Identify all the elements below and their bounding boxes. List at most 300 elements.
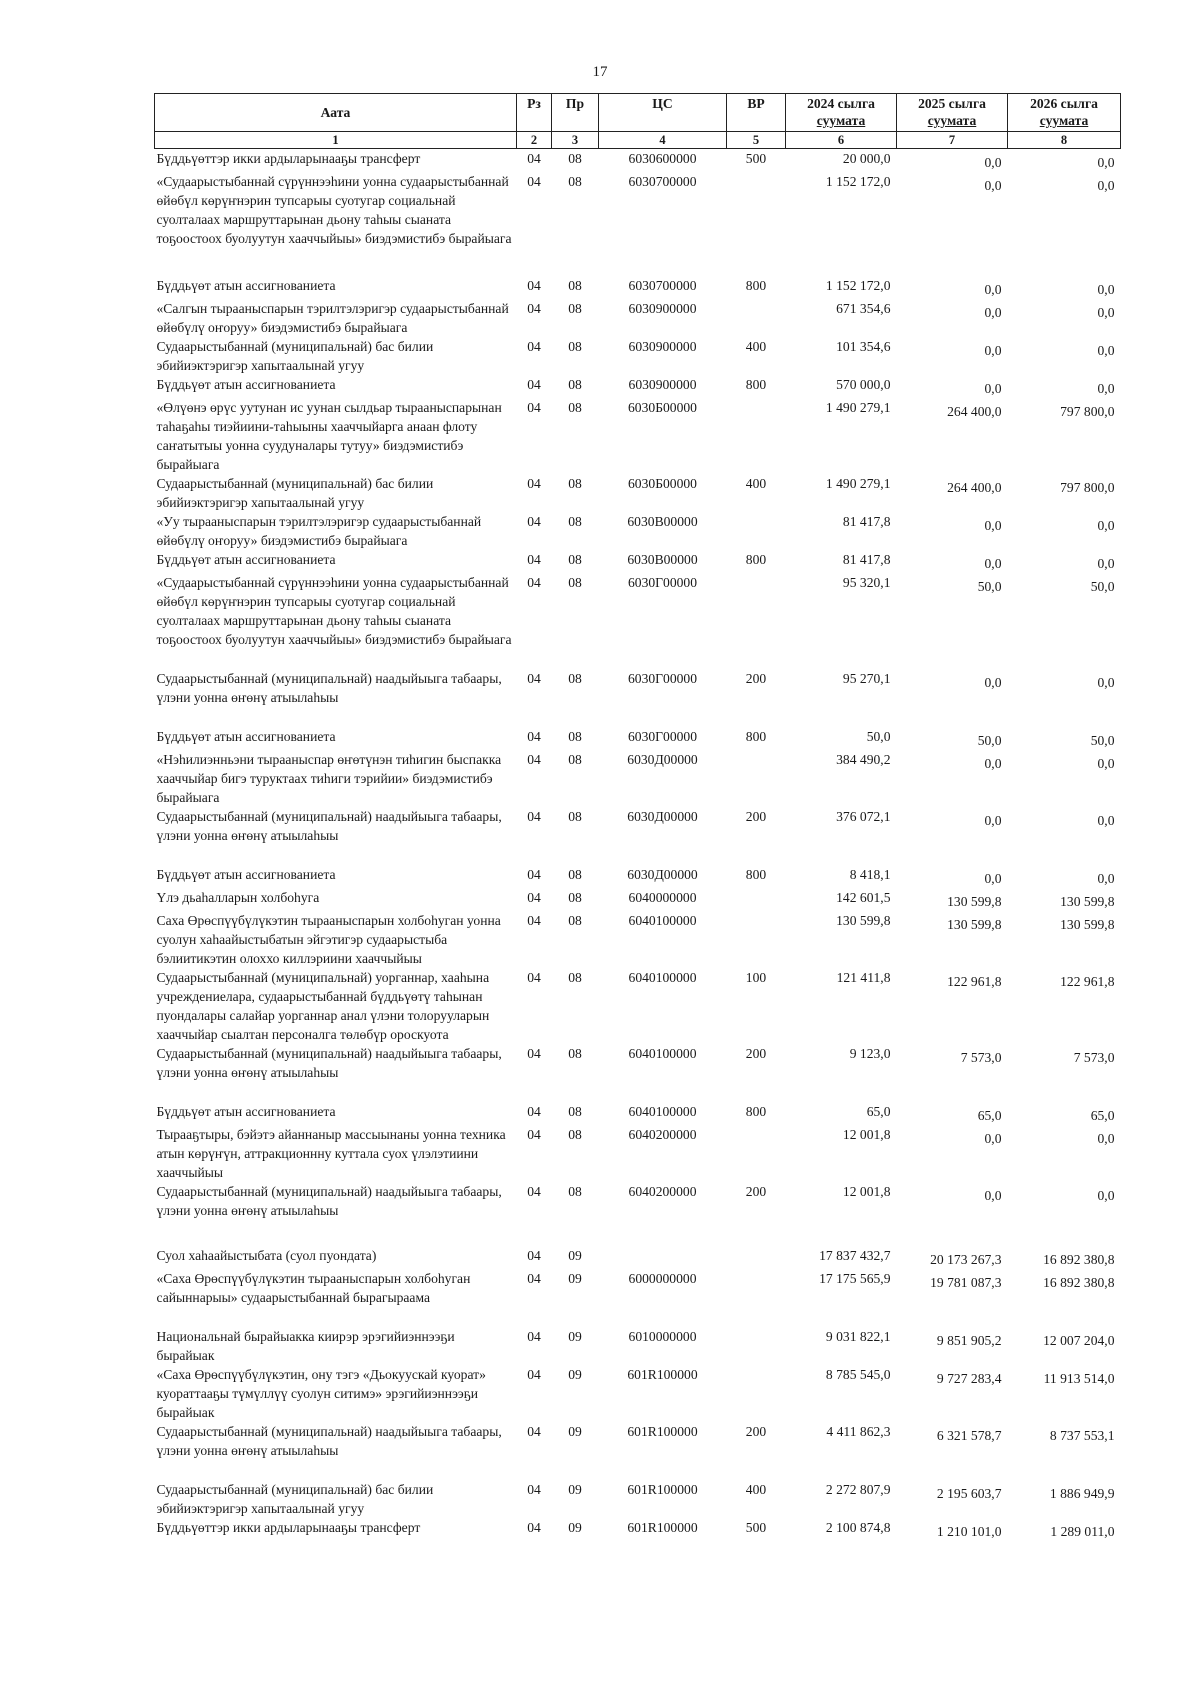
header-2025-year: 2025 сылга <box>918 96 986 111</box>
row-vr: 200 <box>745 809 767 824</box>
table-row <box>155 1246 1121 1269</box>
table-row <box>155 968 1121 1044</box>
row-rz: 04 <box>527 729 541 744</box>
row-cs: 6040200000 <box>628 1127 697 1142</box>
header-2025 <box>897 94 1008 132</box>
row-value-2025: 0,0 <box>984 556 1002 571</box>
row-rz: 04 <box>527 174 541 189</box>
row-name: Судаарыстыбаннай (муниципальнай) наадыйыыга табаары, үлэни уонна өҥөнү атыылаһыы <box>156 809 502 843</box>
row-name: Судаарыстыбаннай (муниципальнай) наадыйыыга табаары, үлэни уонна өҥөнү атыылаһыы <box>156 671 502 705</box>
row-rz: 04 <box>527 301 541 316</box>
row-vr: 800 <box>745 552 767 567</box>
row-rz: 04 <box>527 1482 541 1497</box>
row-pr: 08 <box>568 890 582 905</box>
row-pr: 08 <box>568 377 582 392</box>
row-value-2026: 0,0 <box>1097 871 1115 886</box>
row-vr <box>727 911 786 968</box>
header-pr: Пр <box>552 94 599 132</box>
row-value-2025: 130 599,8 <box>947 894 1002 909</box>
header-2024 <box>786 94 897 132</box>
row-rz: 04 <box>527 339 541 354</box>
row-rz: 04 <box>527 1367 541 1382</box>
row-value-2025: 0,0 <box>984 813 1002 828</box>
row-rz: 04 <box>527 1329 541 1344</box>
row-cs: 6030900000 <box>628 339 697 354</box>
row-spacer-cell <box>155 248 1121 276</box>
row-rz: 04 <box>527 377 541 392</box>
row-cs: 6030В00000 <box>627 514 698 529</box>
row-value-2025: 0,0 <box>984 381 1002 396</box>
row-pr: 08 <box>568 1127 582 1142</box>
row-vr: 800 <box>745 867 767 882</box>
row-value-2024: 1 490 279,1 <box>825 400 891 415</box>
table-row <box>155 1327 1121 1365</box>
row-rz: 04 <box>527 913 541 928</box>
row-spacer <box>155 707 1121 727</box>
row-pr: 08 <box>568 729 582 744</box>
row-value-2026: 130 599,8 <box>1060 894 1115 909</box>
row-rz: 04 <box>527 151 541 166</box>
row-value-2026: 0,0 <box>1097 756 1115 771</box>
row-spacer <box>155 1460 1121 1480</box>
row-value-2024: 95 270,1 <box>842 671 891 686</box>
table-row <box>155 727 1121 750</box>
row-pr: 08 <box>568 400 582 415</box>
row-value-2026: 0,0 <box>1097 1131 1115 1146</box>
row-vr <box>727 888 786 911</box>
row-cs: 6030Д00000 <box>627 752 698 767</box>
row-value-2025: 1 210 101,0 <box>936 1524 1002 1539</box>
header-2026-year: 2026 сылга <box>1030 96 1098 111</box>
row-pr: 08 <box>568 752 582 767</box>
row-value-2026: 0,0 <box>1097 556 1115 571</box>
row-value-2026: 0,0 <box>1097 1188 1115 1203</box>
row-pr: 08 <box>568 339 582 354</box>
table-row <box>155 299 1121 337</box>
header-2024-year: 2024 сылга <box>807 96 875 111</box>
row-rz: 04 <box>527 400 541 415</box>
row-cs: 6040200000 <box>628 1184 697 1199</box>
row-pr: 08 <box>568 913 582 928</box>
row-pr: 08 <box>568 278 582 293</box>
table-row <box>155 573 1121 649</box>
row-value-2024: 50,0 <box>866 729 891 744</box>
table-row <box>155 1182 1121 1220</box>
table-header <box>155 94 1121 149</box>
row-pr: 09 <box>568 1329 582 1344</box>
table-row <box>155 865 1121 888</box>
row-value-2024: 1 490 279,1 <box>825 476 891 491</box>
row-pr: 09 <box>568 1482 582 1497</box>
table-row <box>155 807 1121 845</box>
row-vr: 400 <box>745 339 767 354</box>
row-value-2026: 0,0 <box>1097 343 1115 358</box>
row-vr <box>727 1246 786 1269</box>
row-spacer-cell <box>155 1460 1121 1480</box>
row-value-2025: 50,0 <box>977 579 1002 594</box>
row-vr: 800 <box>745 1104 767 1119</box>
row-spacer <box>155 1220 1121 1246</box>
row-value-2025: 20 173 267,3 <box>930 1252 1002 1267</box>
row-pr: 08 <box>568 575 582 590</box>
row-pr: 08 <box>568 809 582 824</box>
table-row <box>155 1518 1121 1541</box>
row-value-2026: 0,0 <box>1097 178 1115 193</box>
row-rz: 04 <box>527 1104 541 1119</box>
row-spacer-cell <box>155 649 1121 669</box>
row-value-2026: 0,0 <box>1097 675 1115 690</box>
row-value-2025: 0,0 <box>984 871 1002 886</box>
row-cs: 601R100000 <box>627 1482 698 1497</box>
row-cs: 6030Д00000 <box>627 809 698 824</box>
table-row <box>155 750 1121 807</box>
row-value-2026: 12 007 204,0 <box>1043 1333 1115 1348</box>
table-row <box>155 911 1121 968</box>
row-rz: 04 <box>527 671 541 686</box>
table-row <box>155 1102 1121 1125</box>
row-vr <box>727 1327 786 1365</box>
row-value-2026: 0,0 <box>1097 381 1115 396</box>
row-pr: 08 <box>568 151 582 166</box>
row-cs: 6030Б00000 <box>628 476 697 491</box>
row-cs: 6040100000 <box>628 1046 697 1061</box>
col-number-5: 5 <box>727 132 786 149</box>
row-vr: 800 <box>745 278 767 293</box>
row-name: Бүддьүөт атын ассигнованиета <box>156 867 336 882</box>
row-vr: 200 <box>745 671 767 686</box>
row-vr <box>727 573 786 649</box>
row-value-2024: 101 354,6 <box>836 339 891 354</box>
row-vr: 400 <box>745 476 767 491</box>
row-rz: 04 <box>527 1046 541 1061</box>
row-spacer-cell <box>155 1082 1121 1102</box>
row-value-2026: 50,0 <box>1090 733 1115 748</box>
row-value-2026: 16 892 380,8 <box>1043 1252 1115 1267</box>
row-rz: 04 <box>527 1248 541 1263</box>
row-value-2024: 17 837 432,7 <box>819 1248 891 1263</box>
row-cs: 6000000000 <box>628 1271 697 1286</box>
row-rz: 04 <box>527 1184 541 1199</box>
row-cs: 6030600000 <box>628 151 697 166</box>
row-vr <box>727 1269 786 1307</box>
row-cs: 6010000000 <box>628 1329 697 1344</box>
row-value-2026: 1 886 949,9 <box>1049 1486 1115 1501</box>
row-cs: 601R100000 <box>627 1424 698 1439</box>
row-name: Бүддьүөттэр икки ардыларынааҕы трансферт <box>156 151 421 166</box>
row-cs: 6040100000 <box>628 1104 697 1119</box>
col-number-4: 4 <box>599 132 727 149</box>
row-value-2025: 65,0 <box>977 1108 1002 1123</box>
row-name: Судаарыстыбаннай (муниципальнай) наадыйыыга табаары, үлэни уонна өҥөнү атыылаһыы <box>156 1184 502 1218</box>
header-2024-sum: суумата <box>816 113 866 128</box>
row-value-2026: 0,0 <box>1097 282 1115 297</box>
row-name: Саха Өрөспүүбүлүкэтин тырааныспарын холбоһуган уонна суолун хаһаайыстыбатын эйгэтигэр судаарыстыба бэлиитикэтин олоххо киллэриини хааччыйыы <box>156 913 501 966</box>
table-row <box>155 398 1121 474</box>
row-cs: 6030700000 <box>628 278 697 293</box>
row-cs: 6030Г00000 <box>627 671 698 686</box>
page-number: 17 <box>592 64 608 80</box>
row-name: «Салгын тырааныспарын тэрилтэлэригэр судаарыстыбаннай өйөбүлү оҥоруу» биэдэмистибэ бырайыага <box>156 301 509 335</box>
header-2026-sum: суумата <box>1039 113 1089 128</box>
row-vr: 200 <box>745 1184 767 1199</box>
row-name: «Нэһилиэнньэни тырааныспар өҥөтүнэн тиһигин быспакка хааччыйар бигэ туруктаах тиһиги тэрийии» биэдэмистибэ бырайыага <box>156 752 502 805</box>
table-row <box>155 337 1121 375</box>
row-value-2026: 0,0 <box>1097 155 1115 170</box>
row-value-2024: 121 411,8 <box>836 970 891 985</box>
row-value-2025: 9 727 283,4 <box>936 1371 1002 1386</box>
row-pr: 08 <box>568 671 582 686</box>
row-vr: 800 <box>745 729 767 744</box>
row-value-2025: 0,0 <box>984 756 1002 771</box>
row-cs: 6030900000 <box>628 377 697 392</box>
row-pr: 08 <box>568 552 582 567</box>
table-row <box>155 375 1121 398</box>
row-value-2025: 0,0 <box>984 155 1002 170</box>
row-value-2026: 1 289 011,0 <box>1050 1524 1115 1539</box>
row-vr: 500 <box>745 151 767 166</box>
row-spacer-cell <box>155 845 1121 865</box>
row-name: Судаарыстыбаннай (муниципальнай) уорганнар, хааһына учреждениелара, судаарыстыбаннай бүддьүөтү таһынан пуондалары салайар уорганнар анал үлэни толорууларын хааччыйар сыалтан персоналга төлөбүр ороскуота <box>156 970 490 1042</box>
row-rz: 04 <box>527 752 541 767</box>
row-value-2025: 0,0 <box>984 282 1002 297</box>
row-value-2026: 0,0 <box>1097 305 1115 320</box>
row-name: Бүддьүөт атын ассигнованиета <box>156 377 336 392</box>
row-value-2025: 130 599,8 <box>947 917 1002 932</box>
row-value-2025: 0,0 <box>984 675 1002 690</box>
col-number-3: 3 <box>552 132 599 149</box>
row-value-2024: 81 417,8 <box>842 514 891 529</box>
row-rz: 04 <box>527 867 541 882</box>
row-name: «Өлүөнэ өрүс уутунан ис уунан сылдьар тырааныспарынан таһаҕаһы тиэйиини-таһыыны хааччыйарга анаан флоту саҥатытыы уонна суудуналары тутуу» биэдэмистибэ бырайыага <box>156 400 502 472</box>
row-vr <box>727 172 786 248</box>
row-name: Бүддьүөт атын ассигнованиета <box>156 1104 336 1119</box>
row-value-2026: 50,0 <box>1090 579 1115 594</box>
row-pr: 08 <box>568 1104 582 1119</box>
col-number-2: 2 <box>517 132 552 149</box>
row-name: Үлэ дьаһалларын холбоһуга <box>156 890 320 905</box>
row-vr: 200 <box>745 1424 767 1439</box>
table-row <box>155 550 1121 573</box>
row-name: Судаарыстыбаннай (муниципальнай) наадыйыыга табаары, үлэни уонна өҥөнү атыылаһыы <box>156 1424 502 1458</box>
row-value-2026: 797 800,0 <box>1060 480 1115 495</box>
row-vr <box>727 299 786 337</box>
row-cs: 6040100000 <box>628 913 697 928</box>
row-value-2024: 671 354,6 <box>836 301 891 316</box>
table-row <box>155 1480 1121 1518</box>
row-value-2024: 17 175 565,9 <box>819 1271 891 1286</box>
row-name: Судаарыстыбаннай (муниципальнай) наадыйыыга табаары, үлэни уонна өҥөнү атыылаһыы <box>156 1046 502 1080</box>
row-value-2026: 16 892 380,8 <box>1043 1275 1115 1290</box>
row-value-2025: 264 400,0 <box>947 404 1002 419</box>
row-value-2025: 122 961,8 <box>947 974 1002 989</box>
row-cs: 601R100000 <box>627 1367 698 1382</box>
table-row <box>155 474 1121 512</box>
table-row <box>155 512 1121 550</box>
row-rz: 04 <box>527 514 541 529</box>
row-value-2026: 65,0 <box>1090 1108 1115 1123</box>
row-value-2024: 570 000,0 <box>836 377 891 392</box>
row-cs: 6030900000 <box>628 301 697 316</box>
row-spacer <box>155 248 1121 276</box>
table-row <box>155 1422 1121 1460</box>
row-rz: 04 <box>527 575 541 590</box>
table-row <box>155 1044 1121 1082</box>
row-name: Судаарыстыбаннай (муниципальнай) бас билии эбийиэктэригэр хапытаалынай угуу <box>156 1482 434 1516</box>
header-name: Аата <box>155 94 517 132</box>
row-vr: 100 <box>745 970 767 985</box>
header-cs: ЦС <box>599 94 727 132</box>
row-value-2025: 0,0 <box>984 178 1002 193</box>
row-name: «Судаарыстыбаннай сүрүннээһини уонна судаарыстыбаннай өйөбүл көрүҥнэрин тупсарыы суотугар социальнай суолталаах маршруттарынан дьону таһыы сыаната тоҕоостоох буолуутун хааччыйыы» биэдэмистибэ бырайыага <box>156 575 512 647</box>
row-value-2026: 797 800,0 <box>1060 404 1115 419</box>
row-cs: 6030Д00000 <box>627 867 698 882</box>
row-value-2024: 1 152 172,0 <box>825 174 891 189</box>
row-vr: 800 <box>745 377 767 392</box>
row-spacer <box>155 845 1121 865</box>
col-number-6: 6 <box>786 132 897 149</box>
row-name: «Саха Өрөспүүбүлүкэтин тырааныспарын холбоһуган сайыннарыы» судаарыстыбаннай бырагыраама <box>156 1271 471 1305</box>
row-name: Бүддьүөт атын ассигнованиета <box>156 278 336 293</box>
row-value-2026: 7 573,0 <box>1073 1050 1115 1065</box>
row-value-2025: 264 400,0 <box>947 480 1002 495</box>
row-vr <box>727 1365 786 1422</box>
budget-table <box>154 93 1121 1541</box>
row-name: Тырааҕтыры, бэйэтэ айаннаныр массыынаны уонна техника атын көрүҥүн, аттракционнну куттала суох үлэлэтиини хааччыйыы <box>156 1127 506 1180</box>
row-value-2024: 2 272 807,9 <box>825 1482 891 1497</box>
row-value-2025: 0,0 <box>984 1131 1002 1146</box>
row-value-2025: 0,0 <box>984 518 1002 533</box>
row-pr: 09 <box>568 1367 582 1382</box>
row-value-2024: 8 418,1 <box>849 867 891 882</box>
row-value-2026: 122 961,8 <box>1060 974 1115 989</box>
row-vr <box>727 398 786 474</box>
row-rz: 04 <box>527 1424 541 1439</box>
row-value-2025: 9 851 905,2 <box>936 1333 1002 1348</box>
row-value-2024: 384 490,2 <box>836 752 891 767</box>
table-row <box>155 1125 1121 1182</box>
row-spacer-cell <box>155 707 1121 727</box>
row-value-2024: 95 320,1 <box>842 575 891 590</box>
row-value-2024: 20 000,0 <box>842 151 891 166</box>
row-cs: 601R100000 <box>627 1520 698 1535</box>
table-row <box>155 276 1121 299</box>
row-value-2026: 8 737 553,1 <box>1049 1428 1115 1443</box>
row-pr: 08 <box>568 476 582 491</box>
row-value-2024: 81 417,8 <box>842 552 891 567</box>
row-name: Бүддьүөттэр икки ардыларынааҕы трансферт <box>156 1520 421 1535</box>
row-value-2024: 4 411 862,3 <box>826 1424 891 1439</box>
row-pr: 09 <box>568 1424 582 1439</box>
row-value-2025: 50,0 <box>977 733 1002 748</box>
col-number-7: 7 <box>897 132 1008 149</box>
row-name: Суол хаһаайыстыбата (суол пуондата) <box>156 1248 377 1263</box>
row-vr <box>727 750 786 807</box>
row-value-2024: 9 123,0 <box>849 1046 891 1061</box>
row-pr: 08 <box>568 514 582 529</box>
row-pr: 09 <box>568 1271 582 1286</box>
header-rz: Рз <box>517 94 552 132</box>
row-pr: 08 <box>568 970 582 985</box>
col-number-8: 8 <box>1008 132 1121 149</box>
table-row <box>155 888 1121 911</box>
table-body <box>155 149 1121 1542</box>
row-value-2024: 1 152 172,0 <box>825 278 891 293</box>
row-cs <box>599 1246 727 1269</box>
table-row <box>155 669 1121 707</box>
row-cs: 6040000000 <box>628 890 697 905</box>
row-name: Бүддьүөт атын ассигнованиета <box>156 552 336 567</box>
row-value-2024: 12 001,8 <box>842 1184 891 1199</box>
row-name: «Судаарыстыбаннай сүрүннээһини уонна судаарыстыбаннай өйөбүл көрүҥнэрин тупсарыы суотугар социальнай суолталаах маршруттарынан дьону таһыы сыаната тоҕоостоох буолуутун хааччыйыы» биэдэмистибэ бырайыага <box>156 174 512 246</box>
row-value-2025: 0,0 <box>984 343 1002 358</box>
row-spacer-cell <box>155 1220 1121 1246</box>
row-value-2025: 7 573,0 <box>960 1050 1002 1065</box>
row-vr <box>727 512 786 550</box>
row-pr: 08 <box>568 1184 582 1199</box>
row-rz: 04 <box>527 809 541 824</box>
row-name: Национальнай бырайыакка киирэр эрэгийиэннээҕи бырайыак <box>156 1329 455 1363</box>
row-vr: 200 <box>745 1046 767 1061</box>
row-vr <box>727 1125 786 1182</box>
row-value-2025: 2 195 603,7 <box>936 1486 1002 1501</box>
header-2025-sum: суумата <box>927 113 977 128</box>
row-cs: 6030Г00000 <box>627 729 698 744</box>
row-name: Судаарыстыбаннай (муниципальнай) бас билии эбийиэктэригэр хапытаалынай угуу <box>156 476 434 510</box>
row-value-2024: 8 785 545,0 <box>825 1367 891 1382</box>
row-rz: 04 <box>527 1520 541 1535</box>
row-pr: 09 <box>568 1520 582 1535</box>
row-rz: 04 <box>527 970 541 985</box>
row-pr: 08 <box>568 301 582 316</box>
row-value-2024: 2 100 874,8 <box>825 1520 891 1535</box>
row-value-2024: 12 001,8 <box>842 1127 891 1142</box>
row-vr: 500 <box>745 1520 767 1535</box>
row-pr: 08 <box>568 867 582 882</box>
row-rz: 04 <box>527 890 541 905</box>
row-cs: 6030Б00000 <box>628 400 697 415</box>
row-value-2026: 0,0 <box>1097 518 1115 533</box>
row-spacer <box>155 649 1121 669</box>
row-pr: 08 <box>568 1046 582 1061</box>
row-rz: 04 <box>527 552 541 567</box>
row-rz: 04 <box>527 476 541 491</box>
row-value-2026: 11 913 514,0 <box>1043 1371 1115 1386</box>
row-cs: 6040100000 <box>628 970 697 985</box>
row-value-2024: 376 072,1 <box>836 809 891 824</box>
row-rz: 04 <box>527 278 541 293</box>
row-spacer <box>155 1307 1121 1327</box>
row-value-2024: 130 599,8 <box>836 913 891 928</box>
row-vr: 400 <box>745 1482 767 1497</box>
row-value-2025: 19 781 087,3 <box>930 1275 1002 1290</box>
row-value-2025: 6 321 578,7 <box>936 1428 1002 1443</box>
row-value-2025: 0,0 <box>984 1188 1002 1203</box>
table-row <box>155 1269 1121 1307</box>
row-pr: 08 <box>568 174 582 189</box>
row-cs: 6030Г00000 <box>627 575 698 590</box>
header-2026 <box>1008 94 1121 132</box>
row-value-2024: 142 601,5 <box>836 890 891 905</box>
row-name: Бүддьүөт атын ассигнованиета <box>156 729 336 744</box>
row-spacer-cell <box>155 1307 1121 1327</box>
table-row <box>155 172 1121 248</box>
row-name: «Саха Өрөспүүбүлүкэтин, ону тэгэ «Дьокуускай куорат» куораттааҕы түмүллүү суолун ситимэ» эрэгийиэннээҕи бырайыак <box>156 1367 486 1420</box>
row-value-2025: 0,0 <box>984 305 1002 320</box>
row-value-2026: 0,0 <box>1097 813 1115 828</box>
row-cs: 6030В00000 <box>627 552 698 567</box>
row-name: Судаарыстыбаннай (муниципальнай) бас билии эбийиэктэригэр хапытаалынай угуу <box>156 339 434 373</box>
row-spacer <box>155 1082 1121 1102</box>
